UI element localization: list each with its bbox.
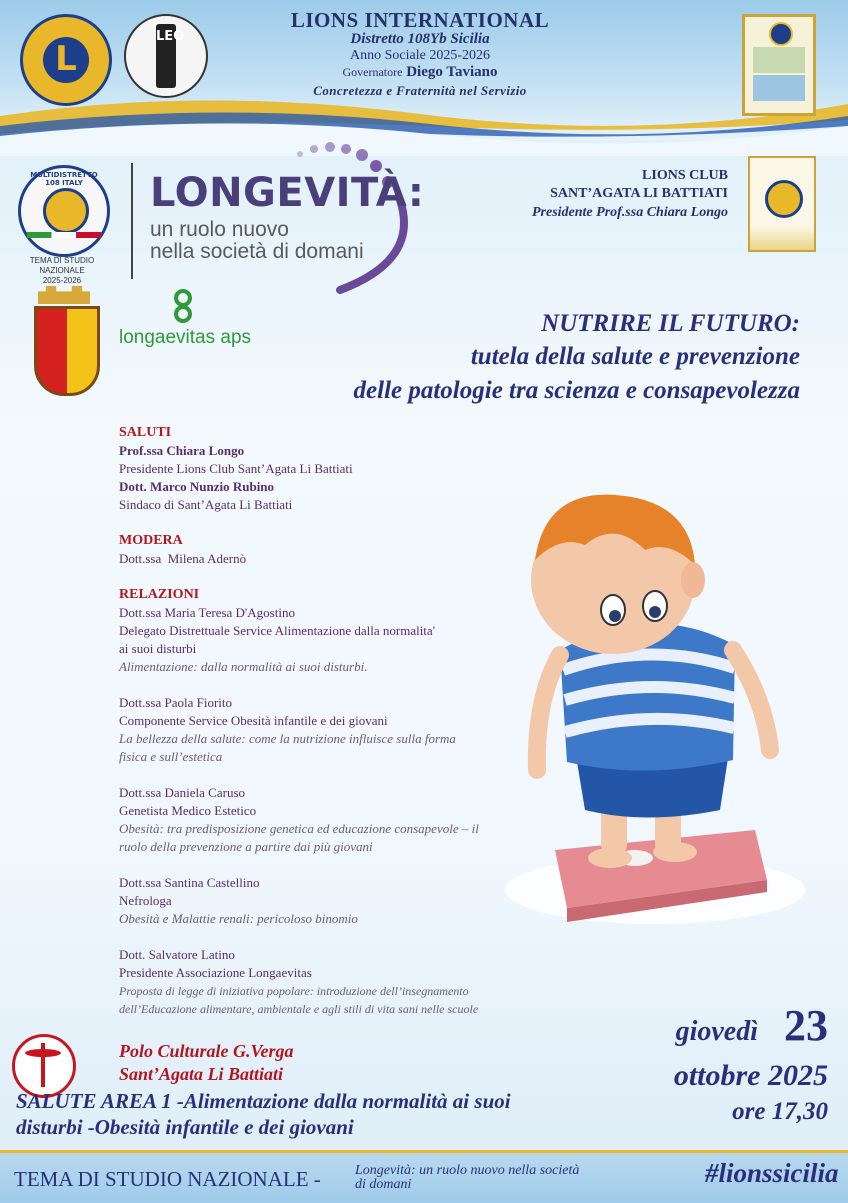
section-relazioni: RELAZIONI bbox=[119, 587, 200, 602]
talk-topic: Obesità: tra predisposizione genetica ed educazione consapevole – il bbox=[119, 821, 479, 836]
footer-label: TEMA DI STUDIO NAZIONALE - bbox=[14, 1167, 321, 1191]
district: Distretto 108Yb Sicilia bbox=[350, 31, 490, 47]
multidistretto-badge: MULTIDISTRETTO 108 ITALY bbox=[18, 165, 110, 257]
speaker-name: Dott. Marco Nunzio Rubino bbox=[119, 479, 275, 494]
leo-club-logo: LEO bbox=[124, 14, 208, 98]
venue-city: Sant’Agata Li Battiati bbox=[119, 1064, 284, 1084]
event-title-line-2: tutela della salute e prevenzione bbox=[470, 343, 800, 370]
coat-of-arms bbox=[30, 286, 98, 392]
section-modera: MODERA bbox=[119, 533, 183, 548]
longevita-title: LONGEVITÀ: bbox=[150, 170, 425, 216]
talk-topic: Obesità e Malattie renali: pericoloso binomio bbox=[119, 911, 358, 926]
speaker-role: Delegato Distrettuale Service Alimentazione dalla normalita' bbox=[119, 623, 436, 638]
lions-international-logo: L bbox=[20, 14, 112, 106]
tema-studio-label: TEMA DI STUDIO NAZIONALE 2025-2026 bbox=[29, 256, 95, 285]
talk-topic: dell’Educazione alimentare, ambientale e agli stili di vita sani nelle scuole bbox=[119, 1002, 479, 1016]
speaker-name: Dott.ssa Paola Fiorito bbox=[119, 695, 233, 710]
governor-name: Diego Taviano bbox=[406, 64, 498, 80]
motto: Concretezza e Fraternità nel Servizio bbox=[313, 83, 527, 98]
event-day: 23 bbox=[784, 1001, 828, 1050]
talk-topic: Alimentazione: dalla normalità ai suoi disturbi. bbox=[119, 659, 368, 674]
event-weekday: giovedì bbox=[675, 1016, 758, 1047]
speaker-role: Presidente Associazione Longaevitas bbox=[119, 965, 312, 980]
speaker-name: Prof.ssa Chiara Longo bbox=[119, 443, 245, 458]
area-line-2: disturbi -Obesità infantile e dei giovani bbox=[16, 1115, 354, 1139]
speaker-name: Dott.ssa Maria Teresa D'Agostino bbox=[119, 605, 295, 620]
event-title-line-1: NUTRIRE IL FUTURO: bbox=[541, 310, 800, 337]
hashtag: #lionssicilia bbox=[705, 1158, 839, 1188]
event-month-year: ottobre 2025 bbox=[673, 1059, 828, 1092]
speaker-role: Presidente Lions Club Sant’Agata Li Battiati bbox=[119, 461, 353, 476]
talk-topic: Proposta di legge di iniziativa popolare: introduzione dell’insegnamento bbox=[119, 984, 469, 998]
longevita-subtitle-2: nella società di domani bbox=[150, 240, 364, 263]
speaker-role: Sindaco di Sant’Agata Li Battiati bbox=[119, 497, 293, 512]
event-title-line-3: delle patologie tra scienza e consapevolezza bbox=[353, 377, 800, 404]
district-logo bbox=[742, 14, 816, 116]
longaevitas-icon bbox=[165, 288, 201, 324]
section-saluti: SALUTI bbox=[119, 425, 172, 440]
org-title: LIONS INTERNATIONAL bbox=[290, 8, 550, 32]
club-pennant-logo bbox=[748, 156, 816, 252]
speaker-name: Dott.ssa Santina Castellino bbox=[119, 875, 260, 890]
speaker-role: Componente Service Obesità infantile e dei giovani bbox=[119, 713, 388, 728]
talk-topic: ruolo della prevenzione a partire dai più giovani bbox=[119, 839, 373, 854]
longevita-subtitle-1: un ruolo nuovo bbox=[150, 218, 289, 241]
speaker-role: Nefrologa bbox=[119, 893, 172, 908]
area-line-1: SALUTE AREA 1 -Alimentazione dalla normalità ai suoi bbox=[16, 1089, 511, 1113]
child-on-scale-illustration bbox=[505, 480, 815, 940]
club-title: LIONS CLUB bbox=[642, 168, 728, 183]
governor-label: Governatore bbox=[342, 65, 403, 79]
footer-subtitle-2: di domani bbox=[355, 1177, 412, 1192]
longevita-arc bbox=[280, 140, 420, 300]
talk-topic: La bellezza della salute: come la nutrizione influisce sulla forma bbox=[119, 731, 456, 746]
speaker-role: ai suoi disturbi bbox=[119, 641, 197, 656]
speaker-name: Dott.ssa Daniela Caruso bbox=[119, 785, 246, 800]
speaker-name: Dott. Salvatore Latino bbox=[119, 947, 235, 962]
divider bbox=[131, 163, 133, 279]
governor bbox=[250, 64, 590, 81]
talk-topic: fisica e sull’estetica bbox=[119, 749, 223, 764]
social-year: Anno Sociale 2025-2026 bbox=[350, 48, 490, 63]
programme bbox=[119, 424, 559, 1018]
moderator: Dott.ssa Milena Adernò bbox=[119, 551, 247, 566]
club-president: Presidente Prof.ssa Chiara Longo bbox=[531, 205, 728, 220]
event-time: ore 17,30 bbox=[732, 1098, 828, 1125]
venue-name: Polo Culturale G.Verga bbox=[119, 1041, 294, 1061]
club-name: SANT’AGATA LI BATTIATI bbox=[550, 186, 728, 201]
speaker-role: Genetista Medico Estetico bbox=[119, 803, 257, 818]
footer-subtitle-1: Longevità: un ruolo nuovo nella società bbox=[355, 1163, 580, 1178]
longaevitas-name: longaevitas aps bbox=[119, 327, 252, 348]
